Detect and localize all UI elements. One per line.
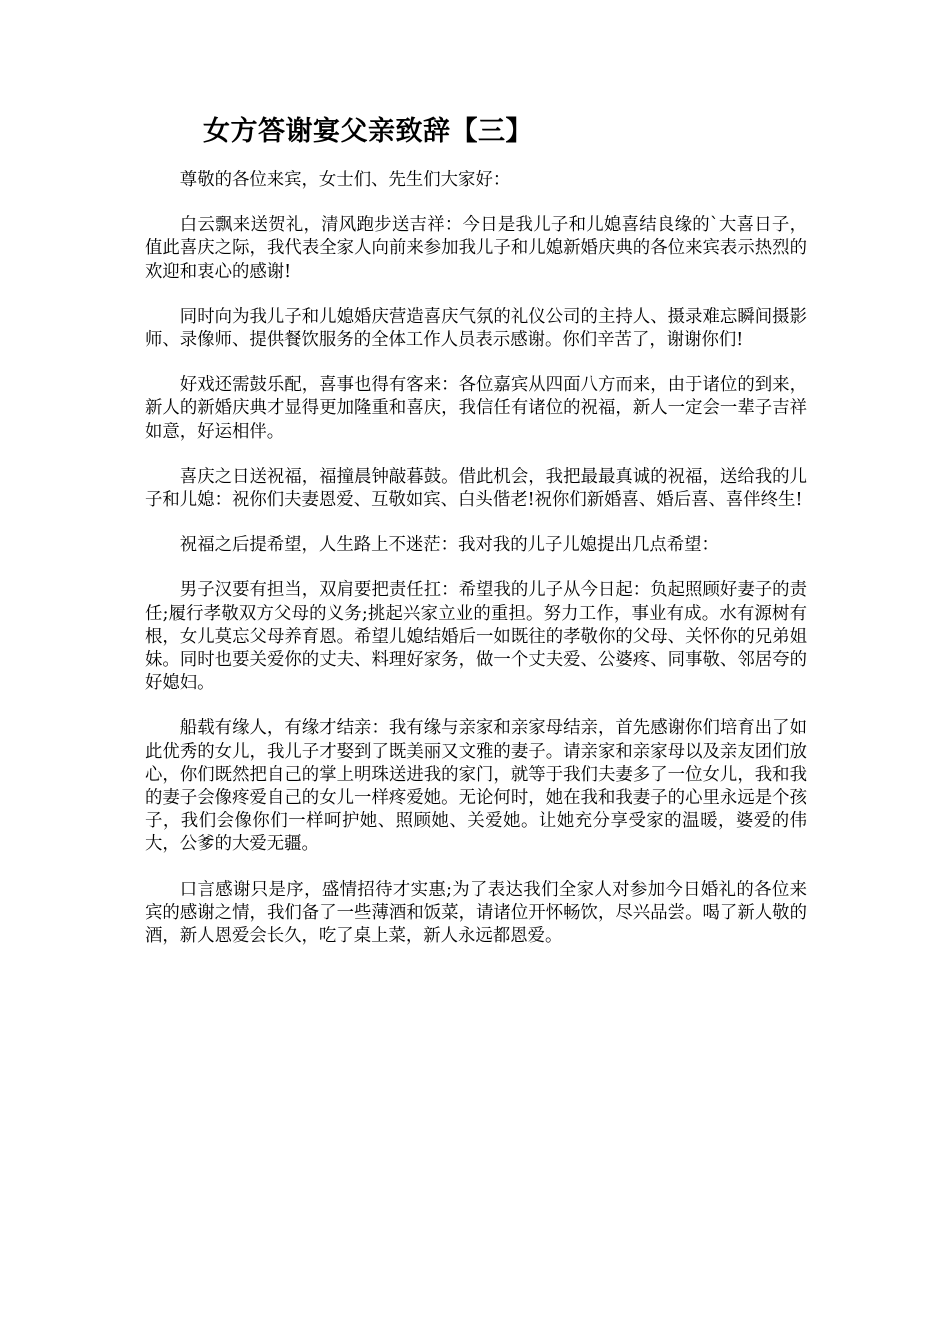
document-body (145, 169, 807, 970)
paragraph-hopes-intro: 祝福之后提希望，人生路上不迷茫：我对我的儿子儿媳提出几点希望： (179, 535, 719, 556)
paragraph-thanks-guests: 好戏还需鼓乐配，喜事也得有客来：各位嘉宾从四面八方而来，由于诸位的到来，新人的新婚庆典才显得更加隆重和喜庆，我信任有诸位的祝福，新人一定会一辈子吉祥如意，好运相伴。 (145, 375, 807, 442)
document-title: 女方答谢宴父亲致辞【三】 (203, 116, 533, 147)
paragraph-welcome: 白云飘来送贺礼，清风跑步送吉祥：今日是我儿子和儿媳喜结良缘的`大喜日子，值此喜庆之际，我代表全家人向前来参加我儿子和儿媳新婚庆典的各位来宾表示热烈的欢迎和衷心的感谢! (145, 215, 807, 282)
paragraph-hopes: 男子汉要有担当，双肩要把责任扛：希望我的儿子从今日起：负起照顾好妻子的责任;履行孝敬双方父母的义务;挑起兴家立业的重担。努力工作，事业有成。水有源树有根，女儿莫忘父母养育恩。希望儿媳结婚后一如既往的孝敬你的父母、关怀你的兄弟姐妹。同时也要关爱你的丈夫、料理好家务，做一个丈夫爱、公婆疼、同事敬、邻居夸的好媳妇。 (145, 580, 807, 694)
paragraph-blessing: 喜庆之日送祝福，福撞晨钟敲暮鼓。借此机会，我把最最真诚的祝福，送给我的儿子和儿媳：祝你们夫妻恩爱、互敬如宾、白头偕老!祝你们新婚喜、婚后喜、喜伴终生! (145, 466, 807, 511)
paragraph-in-laws: 船载有缘人，有缘才结亲：我有缘与亲家和亲家母结亲，首先感谢你们培育出了如此优秀的女儿，我儿子才娶到了既美丽又文雅的妻子。请亲家和亲家母以及亲友团们放心，你们既然把自己的掌上明珠送进我的家门，就等于我们夫妻多了一位女儿，我和我的妻子会像疼爱自己的女儿一样疼爱她。无论何时，她在我和我妻子的心里永远是个孩子，我们会像你们一样呵护她、照顾她、关爱她。让她充分享受家的温暖，婆爱的伟大，公爹的大爱无疆。 (145, 718, 807, 855)
paragraph-greeting: 尊敬的各位来宾，女士们、先生们大家好： (179, 170, 511, 190)
paragraph-closing: 口言感谢只是序，盛情招待才实惠;为了表达我们全家人对参加今日婚礼的各位来宾的感谢之情，我们备了一些薄酒和饭菜，请诸位开怀畅饮，尽兴品尝。喝了新人敬的酒，新人恩爱会长久，吃了桌上菜，新人永远都恩爱。 (145, 879, 807, 947)
paragraph-thanks-staff: 同时向为我儿子和儿媳婚庆营造喜庆气氛的礼仪公司的主持人、摄录难忘瞬间摄影师、录像师、提供餐饮服务的全体工作人员表示感谢。你们辛苦了，谢谢你们! (145, 306, 807, 351)
